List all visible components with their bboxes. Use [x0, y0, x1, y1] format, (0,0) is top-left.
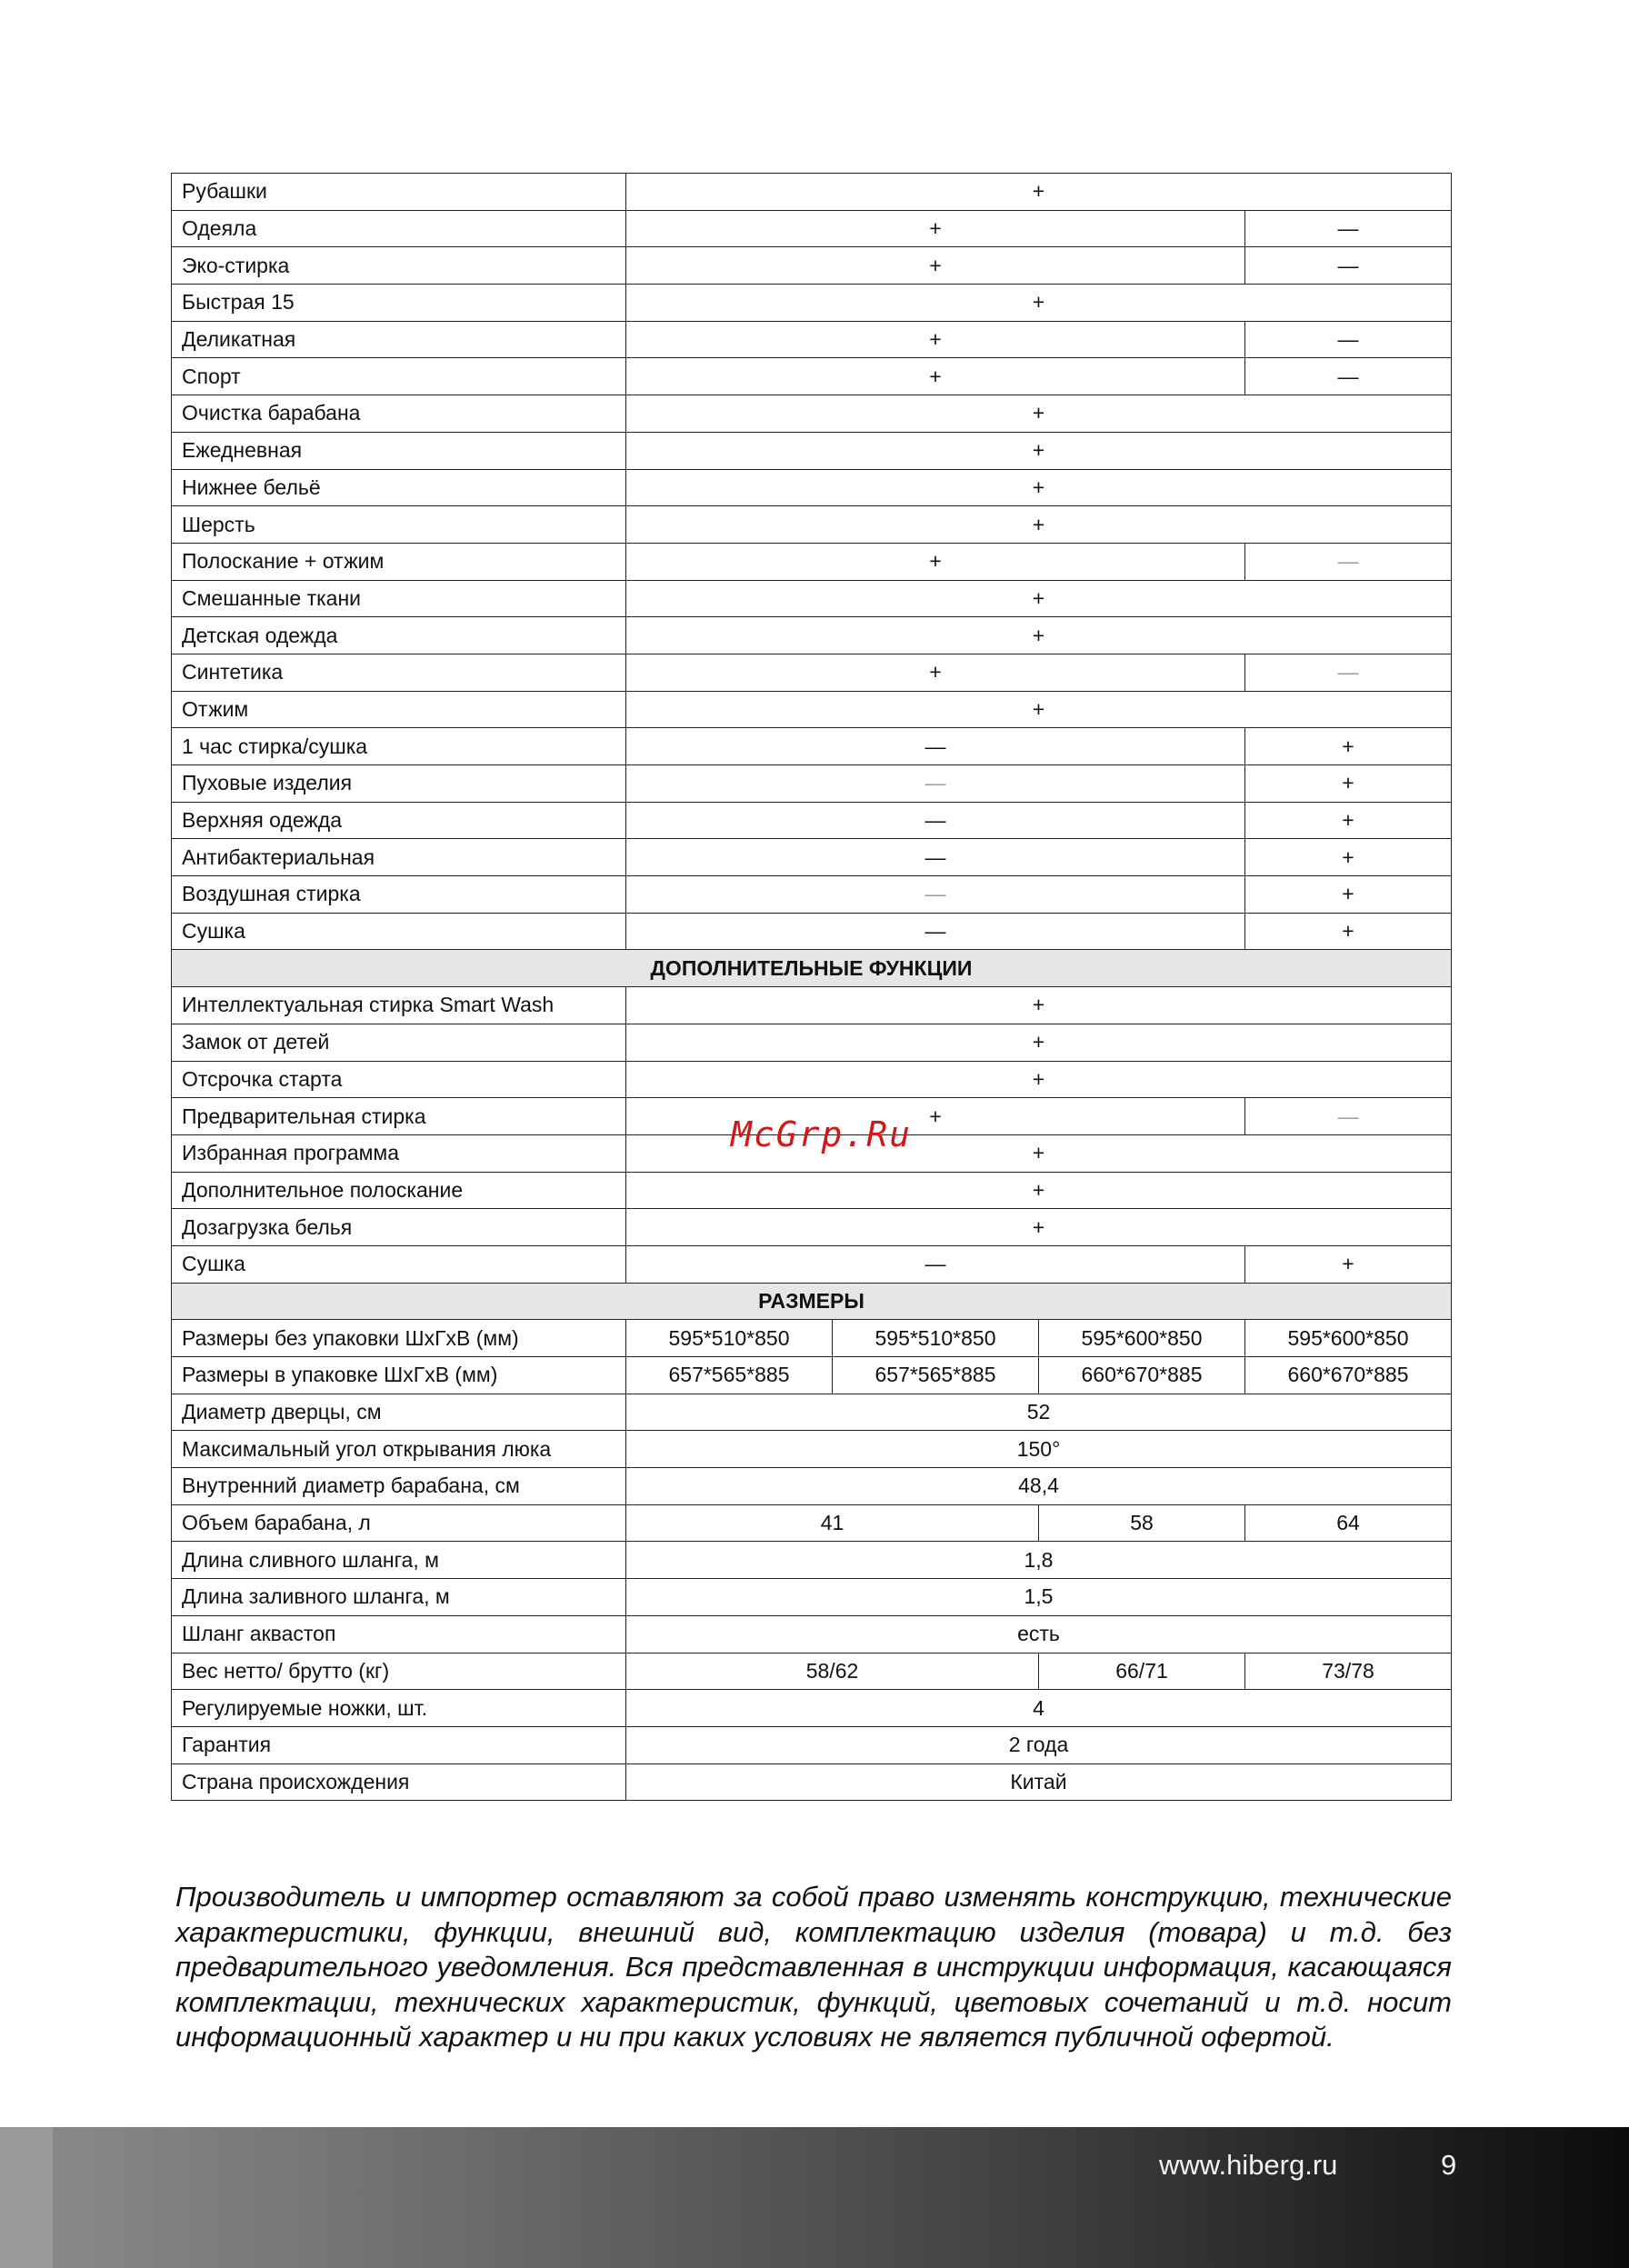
table-row	[172, 506, 1452, 544]
value-cell: 48,4	[626, 1468, 1452, 1505]
value-cell: —	[626, 839, 1245, 876]
table-row	[172, 1579, 1452, 1616]
section-header: ДОПОЛНИТЕЛЬНЫЕ ФУНКЦИИ	[172, 950, 1452, 987]
table-row	[172, 1431, 1452, 1468]
value-cell: +	[626, 1209, 1452, 1246]
table-row	[172, 1172, 1452, 1209]
value-cell: 73/78	[1245, 1653, 1452, 1690]
table-row	[172, 876, 1452, 914]
value-cell: —	[1245, 1098, 1452, 1135]
table-row	[172, 987, 1452, 1024]
value-cell: 2 года	[626, 1726, 1452, 1763]
value-cell: есть	[626, 1615, 1452, 1653]
table-row	[172, 1357, 1452, 1394]
row-label: Гарантия	[172, 1726, 626, 1763]
row-label: Спорт	[172, 358, 626, 395]
row-label: Шланг аквастоп	[172, 1615, 626, 1653]
value-cell: 58	[1039, 1504, 1245, 1542]
value-cell: +	[626, 247, 1245, 285]
row-label: 1 час стирка/сушка	[172, 728, 626, 765]
row-label: Пуховые изделия	[172, 765, 626, 803]
value-cell: 150°	[626, 1431, 1452, 1468]
value-cell: —	[626, 728, 1245, 765]
value-cell: —	[1245, 210, 1452, 247]
table-row	[172, 247, 1452, 285]
value-cell: +	[626, 1061, 1452, 1098]
value-cell: 4	[626, 1690, 1452, 1727]
section-header-row	[172, 1283, 1452, 1320]
value-cell: +	[626, 469, 1452, 506]
table-row	[172, 839, 1452, 876]
value-cell: 595*600*850	[1039, 1320, 1245, 1357]
row-label: Сушка	[172, 1245, 626, 1283]
value-cell: +	[626, 1098, 1245, 1135]
table-row	[172, 913, 1452, 950]
row-label: Размеры без упаковки ШхГхВ (мм)	[172, 1320, 626, 1357]
row-label: Нижнее бельё	[172, 469, 626, 506]
row-label: Размеры в упаковке ШхГхВ (мм)	[172, 1357, 626, 1394]
value-cell: +	[626, 432, 1452, 469]
value-cell: 1,8	[626, 1542, 1452, 1579]
row-label: Максимальный угол открывания люка	[172, 1431, 626, 1468]
table-row	[172, 580, 1452, 617]
section-header-row	[172, 950, 1452, 987]
value-cell: —	[1245, 543, 1452, 580]
value-cell: 660*670*885	[1245, 1357, 1452, 1394]
table-row	[172, 1653, 1452, 1690]
row-label: Синтетика	[172, 654, 626, 691]
row-label: Замок от детей	[172, 1024, 626, 1061]
row-label: Регулируемые ножки, шт.	[172, 1690, 626, 1727]
value-cell: 58/62	[626, 1653, 1039, 1690]
row-label: Предварительная стирка	[172, 1098, 626, 1135]
table-row	[172, 1320, 1452, 1357]
footer-bar	[0, 2127, 1629, 2268]
value-cell: +	[626, 617, 1452, 654]
row-label: Ежедневная	[172, 432, 626, 469]
table-row	[172, 1763, 1452, 1801]
value-cell: 595*510*850	[626, 1320, 833, 1357]
row-label: Эко-стирка	[172, 247, 626, 285]
table-row	[172, 469, 1452, 506]
value-cell: 660*670*885	[1039, 1357, 1245, 1394]
table-row	[172, 1061, 1452, 1098]
table-row	[172, 1690, 1452, 1727]
value-cell: +	[1245, 839, 1452, 876]
row-label: Длина сливного шланга, м	[172, 1542, 626, 1579]
table-row	[172, 654, 1452, 691]
row-label: Верхняя одежда	[172, 802, 626, 839]
row-label: Отжим	[172, 691, 626, 728]
row-label: Сушка	[172, 913, 626, 950]
value-cell: +	[626, 321, 1245, 358]
table-row	[172, 321, 1452, 358]
table-row	[172, 432, 1452, 469]
table-row	[172, 543, 1452, 580]
table-row	[172, 1468, 1452, 1505]
value-cell: —	[1245, 654, 1452, 691]
row-label: Длина заливного шланга, м	[172, 1579, 626, 1616]
value-cell: 64	[1245, 1504, 1452, 1542]
table-row	[172, 802, 1452, 839]
value-cell: 52	[626, 1394, 1452, 1431]
row-label: Полоскание + отжим	[172, 543, 626, 580]
value-cell: +	[626, 1024, 1452, 1061]
specifications-table	[171, 173, 1452, 1801]
row-label: Диаметр дверцы, см	[172, 1394, 626, 1431]
row-label: Рубашки	[172, 174, 626, 211]
table-row	[172, 1394, 1452, 1431]
section-header: РАЗМЕРЫ	[172, 1283, 1452, 1320]
value-cell: Китай	[626, 1763, 1452, 1801]
value-cell: +	[1245, 913, 1452, 950]
row-label: Детская одежда	[172, 617, 626, 654]
value-cell: +	[1245, 765, 1452, 803]
table-row	[172, 728, 1452, 765]
value-cell: —	[1245, 358, 1452, 395]
row-label: Страна происхождения	[172, 1763, 626, 1801]
value-cell: —	[626, 802, 1245, 839]
table-row	[172, 1209, 1452, 1246]
value-cell: —	[626, 1245, 1245, 1283]
value-cell: —	[1245, 321, 1452, 358]
row-label: Деликатная	[172, 321, 626, 358]
footer-website-link[interactable]: www.hiberg.ru	[1159, 2149, 1338, 2181]
value-cell: +	[626, 210, 1245, 247]
table-row	[172, 765, 1452, 803]
specifications-table-body	[172, 174, 1452, 1801]
value-cell: +	[626, 506, 1452, 544]
footer-accent-strip	[0, 2127, 53, 2268]
row-label: Смешанные ткани	[172, 580, 626, 617]
value-cell: 41	[626, 1504, 1039, 1542]
value-cell: 66/71	[1039, 1653, 1245, 1690]
value-cell: —	[626, 876, 1245, 914]
row-label: Воздушная стирка	[172, 876, 626, 914]
row-label: Быстрая 15	[172, 285, 626, 322]
table-row	[172, 174, 1452, 211]
row-label: Объем барабана, л	[172, 1504, 626, 1542]
table-row	[172, 1504, 1452, 1542]
row-label: Вес нетто/ брутто (кг)	[172, 1653, 626, 1690]
value-cell: +	[626, 580, 1452, 617]
disclaimer-text: Производитель и импортер оставляют за собой право изменять конструкцию, технические характеристики, функции, внешний вид, комплектацию изделия (товара) и т.д. без предварительного уведомления. Вся представленная в инструкции информация, касающаяся комплектации, технических характеристик, функций, цветовых сочетаний и т.д. носит информационный характер и ни при каких условиях не является публичной офертой.	[175, 1881, 1452, 2053]
table-row	[172, 395, 1452, 433]
row-label: Шерсть	[172, 506, 626, 544]
row-label: Одеяла	[172, 210, 626, 247]
row-label: Отсрочка старта	[172, 1061, 626, 1098]
row-label: Дополнительное полоскание	[172, 1172, 626, 1209]
value-cell: +	[626, 1134, 1452, 1172]
row-label: Внутренний диаметр барабана, см	[172, 1468, 626, 1505]
value-cell: —	[626, 913, 1245, 950]
row-label: Антибактериальная	[172, 839, 626, 876]
table-row	[172, 1024, 1452, 1061]
row-label: Избранная программа	[172, 1134, 626, 1172]
value-cell: +	[1245, 1245, 1452, 1283]
watermark: McGrp.Ru	[731, 1114, 913, 1154]
value-cell: +	[1245, 728, 1452, 765]
value-cell: 595*510*850	[833, 1320, 1039, 1357]
table-row	[172, 1245, 1452, 1283]
value-cell: +	[626, 358, 1245, 395]
table-row	[172, 1542, 1452, 1579]
value-cell: +	[626, 395, 1452, 433]
value-cell: —	[1245, 247, 1452, 285]
value-cell: +	[1245, 876, 1452, 914]
table-row	[172, 210, 1452, 247]
table-row	[172, 617, 1452, 654]
table-row	[172, 1726, 1452, 1763]
value-cell: +	[626, 654, 1245, 691]
value-cell: 657*565*885	[833, 1357, 1039, 1394]
value-cell: 657*565*885	[626, 1357, 833, 1394]
value-cell: 1,5	[626, 1579, 1452, 1616]
table-row	[172, 285, 1452, 322]
value-cell: —	[626, 765, 1245, 803]
value-cell: +	[626, 285, 1452, 322]
table-row	[172, 691, 1452, 728]
row-label: Интеллектуальная стирка Smart Wash	[172, 987, 626, 1024]
value-cell: 595*600*850	[1245, 1320, 1452, 1357]
value-cell: +	[626, 174, 1452, 211]
row-label: Очистка барабана	[172, 395, 626, 433]
value-cell: +	[626, 543, 1245, 580]
table-row	[172, 358, 1452, 395]
value-cell: +	[1245, 802, 1452, 839]
table-row	[172, 1615, 1452, 1653]
row-label: Дозагрузка белья	[172, 1209, 626, 1246]
value-cell: +	[626, 987, 1452, 1024]
value-cell: +	[626, 1172, 1452, 1209]
value-cell: +	[626, 691, 1452, 728]
page-number: 9	[1441, 2149, 1457, 2181]
